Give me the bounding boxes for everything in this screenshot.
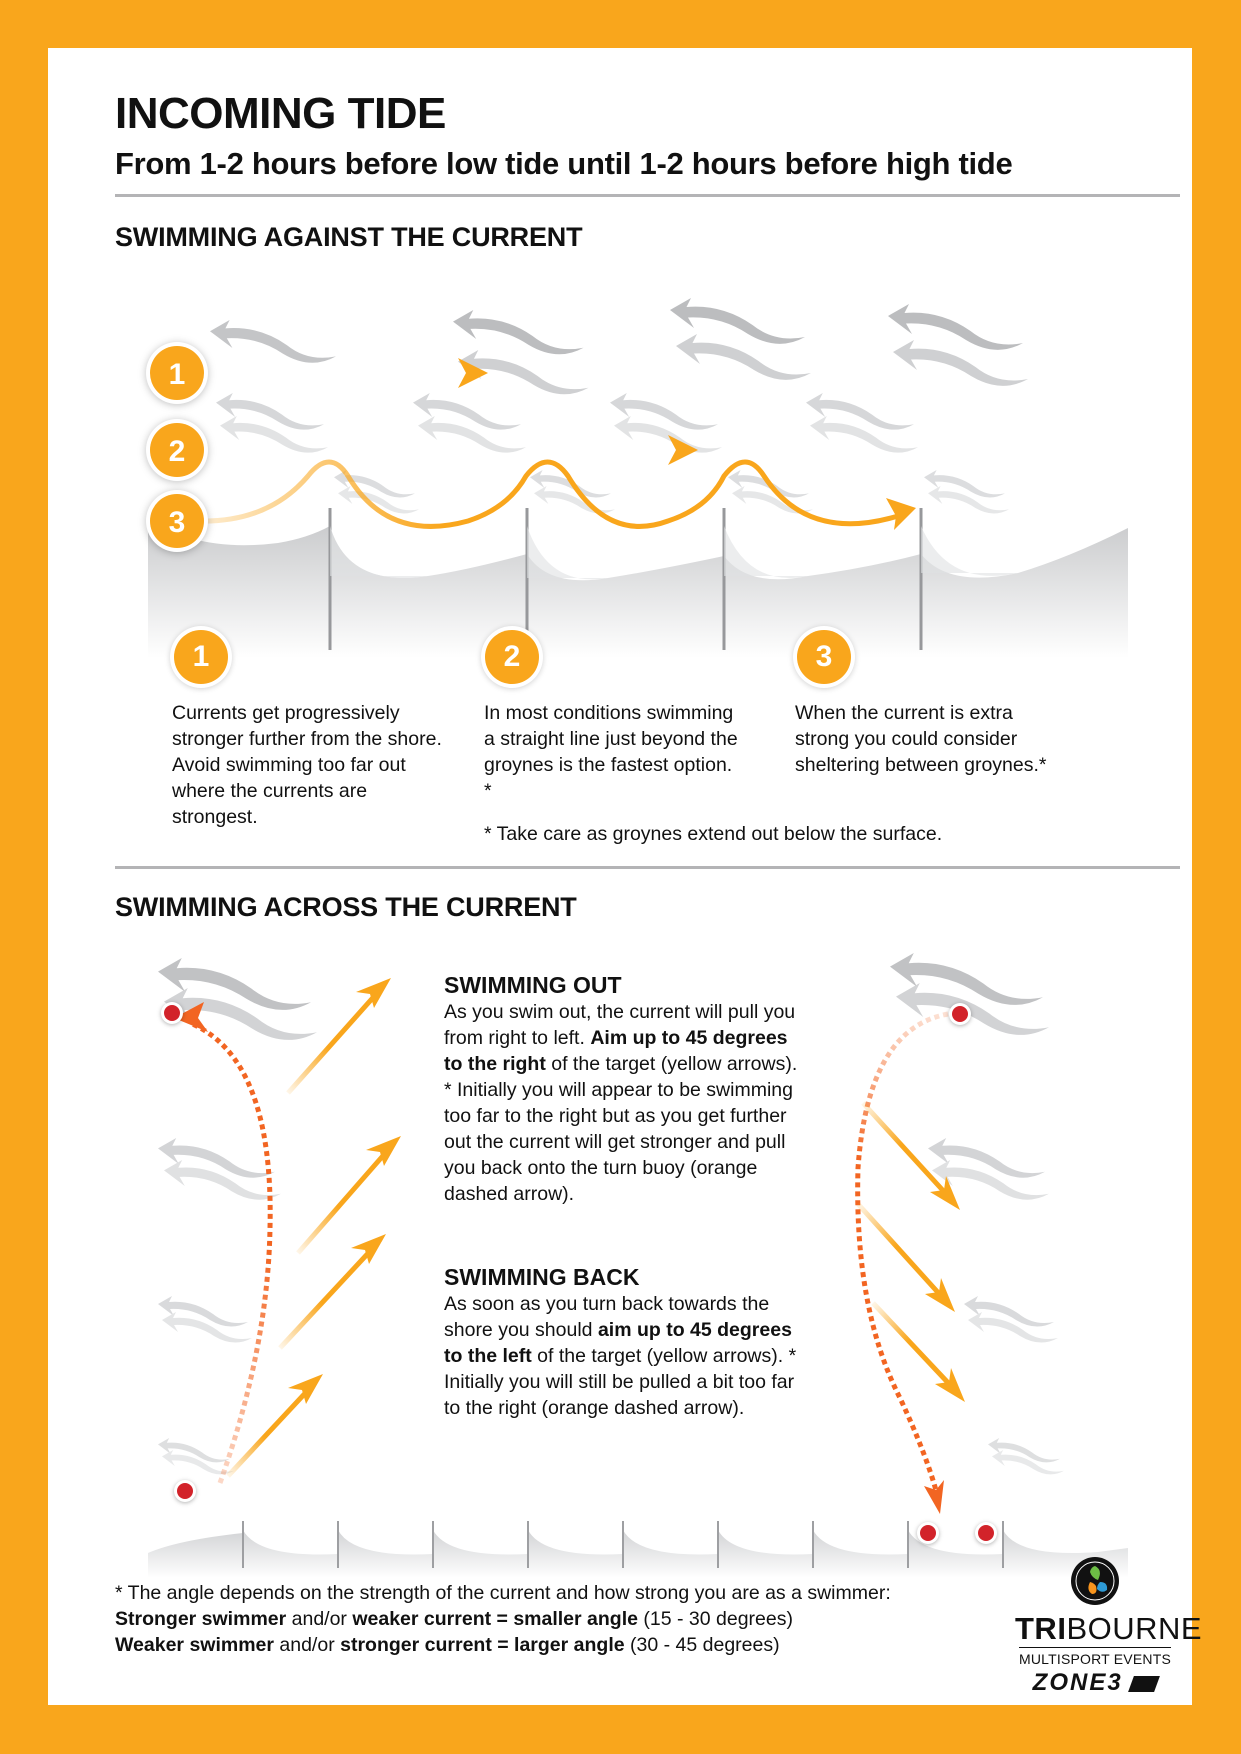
text-span: (15 - 30 degrees) — [637, 1608, 793, 1630]
swimming-back-heading: SWIMMING BACK — [444, 1264, 640, 1290]
point-3-text: When the current is extra strong you could consider sheltering between groynes.* — [795, 702, 1047, 776]
current-arrows-right — [890, 953, 1064, 1474]
text-span: (30 - 45 degrees) — [624, 1634, 780, 1656]
angle-footnote — [115, 1580, 891, 1658]
footnote-line-3 — [115, 1632, 891, 1658]
shoreline — [148, 472, 1128, 658]
tribourne-wordmark — [1015, 1611, 1203, 1646]
footnote-line-1: * The angle depends on the strength of the current and how strong you are as a swimmer: — [115, 1582, 891, 1604]
swimming-back-text — [444, 1291, 804, 1421]
swim-out-dashed-path — [174, 1002, 270, 1483]
zone3-wordmark: ZONE3 — [1032, 1669, 1123, 1696]
route-2-arrow — [198, 435, 698, 465]
route-marker-label: 3 — [168, 506, 186, 539]
swim-out-aim-arrows — [228, 978, 401, 1476]
route-marker-1 — [146, 342, 208, 404]
section-heading-across: SWIMMING ACROSS THE CURRENT — [115, 892, 577, 922]
swimming-out-text — [444, 999, 804, 1207]
wordmark-tri: TRI — [1015, 1611, 1067, 1646]
infographic-page — [48, 48, 1203, 1705]
current-arrows — [210, 298, 1028, 513]
point-2-badge: 2 — [485, 630, 539, 684]
swimming-out-block — [444, 974, 804, 1207]
footnote-line-2 — [115, 1606, 891, 1632]
emphasis-text: aim up to 45 degrees to the left — [444, 1319, 792, 1367]
emphasis-text: weaker current = smaller angle — [352, 1608, 638, 1630]
route-marker-label: 1 — [168, 358, 186, 391]
zone3-mark-icon — [1128, 1676, 1160, 1692]
emphasis-text: Weaker swimmer — [115, 1634, 274, 1656]
route-1-arrow — [198, 358, 488, 388]
emphasis-text: Stronger swimmer — [115, 1608, 287, 1630]
buoy-finish-1 — [917, 1522, 939, 1544]
point-1-text: Currents get progressively stronger further from the shore. Avoid swimming too far out where the currents are strongest. — [172, 702, 442, 828]
buoy-finish-2 — [975, 1522, 997, 1544]
text-span: of the target (yellow arrows). * Initially you will still be pulled a bit too far to the right (orange dashed arrow). — [444, 1345, 797, 1419]
text-span: of the target (yellow arrows). * Initially you will appear to be swimming too far to the right but as you get further out the current will get stronger and pull you back onto the turn buoy (orange dashed arrow). — [444, 1053, 798, 1205]
against-current-diagram — [48, 258, 1192, 658]
section-heading-against: SWIMMING AGAINST THE CURRENT — [115, 222, 583, 252]
page-subtitle: From 1-2 hours before low tide until 1-2 hours before high tide — [115, 146, 1013, 181]
groyne-warning-note: * Take care as groynes extend out below the surface. — [484, 823, 943, 845]
current-arrows-left — [158, 958, 317, 1474]
swimming-back-block — [444, 1266, 804, 1421]
wordmark-divider — [1019, 1647, 1171, 1648]
text-span: As soon as you turn back towards the shore you should — [444, 1293, 770, 1341]
tribourne-logo-icon — [1070, 1556, 1120, 1606]
text-span: and/or — [286, 1608, 353, 1630]
swim-back-dashed-path — [858, 1014, 948, 1514]
buoy-start-left — [174, 1480, 196, 1502]
buoy-turn-left — [161, 1002, 183, 1024]
buoy-turn-right — [949, 1003, 971, 1025]
swimming-out-heading: SWIMMING OUT — [444, 972, 622, 998]
point-3-badge: 3 — [797, 630, 851, 684]
zone3-logo — [1015, 1671, 1175, 1695]
wordmark-bourne: BOURNE — [1066, 1611, 1203, 1646]
route-marker-label: 2 — [168, 435, 186, 468]
route-marker-2 — [146, 419, 208, 481]
route-marker-3 — [146, 490, 208, 552]
divider — [115, 194, 1180, 197]
text-span: As you swim out, the current will pull you from right to left. — [444, 1001, 796, 1049]
page-title: INCOMING TIDE — [115, 89, 446, 138]
divider — [115, 866, 1180, 869]
point-1-badge: 1 — [174, 630, 228, 684]
emphasis-text: Aim up to 45 degrees to the right — [444, 1027, 788, 1075]
text-span: and/or — [273, 1634, 341, 1656]
tribourne-tagline: MULTISPORT EVENTS — [1019, 1651, 1171, 1667]
point-2-text: In most conditions swimming a straight line just beyond the groynes is the fastest option. * — [484, 702, 738, 802]
branding-block — [1015, 1556, 1203, 1696]
emphasis-text: stronger current = larger angle — [340, 1634, 625, 1656]
